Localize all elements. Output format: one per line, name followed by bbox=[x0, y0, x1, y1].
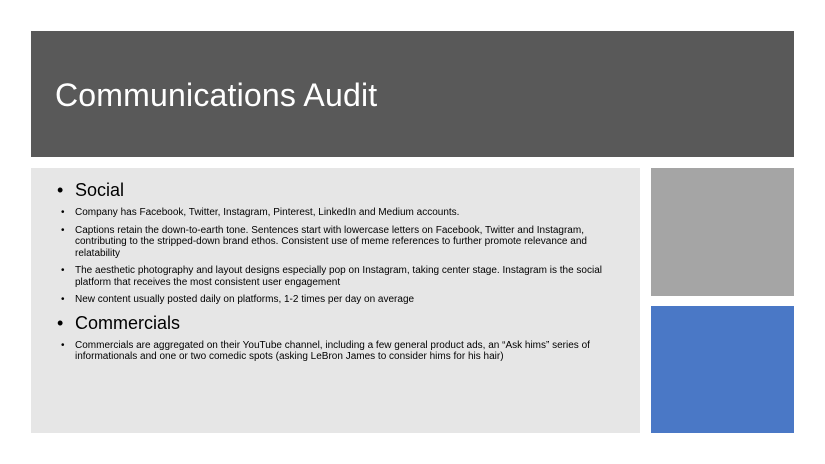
blue-accent-block bbox=[651, 306, 794, 433]
bullet-icon: • bbox=[61, 339, 65, 351]
bullet-list bbox=[57, 179, 627, 369]
list-item bbox=[57, 265, 627, 288]
bullet-icon: • bbox=[61, 265, 65, 276]
bullet-icon: • bbox=[57, 180, 64, 200]
list-item-text: Company has Facebook, Twitter, Instagram, Pinterest, LinkedIn and Medium accounts. bbox=[75, 207, 460, 218]
bullet-icon: • bbox=[61, 207, 65, 218]
list-item-text: New content usually posted daily on platforms, 1-2 times per day on average bbox=[75, 294, 415, 305]
list-item-text: Captions retain the down-to-earth tone. Sentences start with lowercase letters on Facebook, Twitter and Instagram, contributing to the stripped-down brand ethos. Consistent use of meme references to further promote relevance and relatability bbox=[75, 224, 587, 259]
title-band bbox=[31, 31, 794, 157]
list-item-text: The aesthetic photography and layout designs especially pop on Instagram, taking center stage. Instagram is the social platform that receives the most consistent user engagement bbox=[75, 265, 602, 288]
bullet-icon: • bbox=[61, 294, 65, 305]
slide-title: Communications Audit bbox=[55, 77, 378, 113]
section-heading-commercials bbox=[57, 312, 627, 334]
list-item bbox=[57, 340, 627, 363]
bullet-icon: • bbox=[61, 224, 65, 236]
section-heading-social bbox=[57, 179, 627, 201]
content-panel bbox=[31, 168, 640, 433]
list-item bbox=[57, 294, 627, 306]
list-item bbox=[57, 207, 627, 219]
bullet-icon: • bbox=[57, 312, 64, 333]
list-item bbox=[57, 225, 627, 260]
list-item-text: Commercials are aggregated on their YouTube channel, including a few general product ads, an “Ask hims” series of informationals and one or two comedic spots (asking LeBron James to consider hims for his hair) bbox=[75, 339, 590, 362]
gray-accent-block bbox=[651, 168, 794, 296]
section-heading-label: Social bbox=[75, 180, 125, 200]
section-heading-label: Commercials bbox=[75, 312, 181, 333]
